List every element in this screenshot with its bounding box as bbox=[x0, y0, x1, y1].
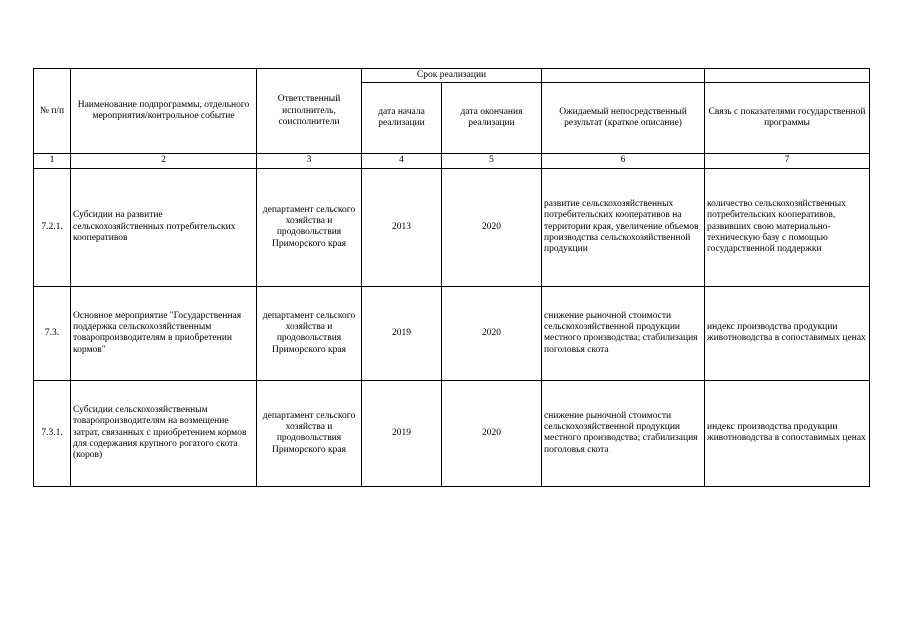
header-link: Связь с показателями государственной программы bbox=[705, 83, 870, 154]
row-num: 7.3.1. bbox=[34, 380, 71, 486]
column-number: 1 bbox=[34, 154, 71, 168]
row-num: 7.2.1. bbox=[34, 168, 71, 286]
column-number-row bbox=[34, 154, 870, 168]
row-name: Субсидии сельскохозяйственным товаропроизводителям на возмещение затрат, связанных с приобретением кормов для содержания крупного рогатого скота (коров) bbox=[71, 380, 257, 486]
header-end: дата окончания реализации bbox=[442, 83, 542, 154]
header-start: дата начала реализации bbox=[362, 83, 442, 154]
column-number: 4 bbox=[362, 154, 442, 168]
row-executor: департамент сельского хозяйства и продовольствия Приморского края bbox=[257, 380, 362, 486]
row-executor: департамент сельского хозяйства и продовольствия Приморского края bbox=[257, 168, 362, 286]
column-number: 3 bbox=[257, 154, 362, 168]
row-start: 2013 bbox=[362, 168, 442, 286]
header-period: Срок реализации bbox=[362, 69, 542, 83]
table-header-row-1 bbox=[34, 69, 870, 83]
table-row bbox=[34, 380, 870, 486]
row-name: Субсидии на развитие сельскохозяйственных потребительских кооперативов bbox=[71, 168, 257, 286]
header-result: Ожидаемый непосредственный результат (краткое описание) bbox=[542, 83, 705, 154]
row-start: 2019 bbox=[362, 380, 442, 486]
row-num: 7.3. bbox=[34, 286, 71, 380]
program-table bbox=[33, 68, 870, 487]
column-number: 6 bbox=[542, 154, 705, 168]
table-row bbox=[34, 168, 870, 286]
row-name: Основное мероприятие "Государственная поддержка сельскохозяйственным товаропроизводителям в приобретении кормов" bbox=[71, 286, 257, 380]
row-link: индекс производства продукции животноводства в сопоставимых ценах bbox=[705, 380, 870, 486]
header-executor: Ответственный исполнитель, соисполнители bbox=[257, 69, 362, 154]
row-result: снижение рыночной стоимости сельскохозяйственной продукции местного производства; стабилизация поголовья скота bbox=[542, 286, 705, 380]
header-link-top bbox=[705, 69, 870, 83]
row-end: 2020 bbox=[442, 286, 542, 380]
row-end: 2020 bbox=[442, 168, 542, 286]
row-executor: департамент сельского хозяйства и продовольствия Приморского края bbox=[257, 286, 362, 380]
row-end: 2020 bbox=[442, 380, 542, 486]
row-result: развитие сельскохозяйственных потребительских кооперативов на территории края, увеличение объемов производства сельскохозяйственной продукции bbox=[542, 168, 705, 286]
column-number: 5 bbox=[442, 154, 542, 168]
header-name: Наименование подпрограммы, отдельного мероприятия/контрольное событие bbox=[71, 69, 257, 154]
header-result-top bbox=[542, 69, 705, 83]
column-number: 2 bbox=[71, 154, 257, 168]
header-num: № п/п bbox=[34, 69, 71, 154]
column-number: 7 bbox=[705, 154, 870, 168]
row-link: количество сельскохозяйственных потребительских кооперативов, развивших свою материально-техническую базу с помощью государственной поддержки bbox=[705, 168, 870, 286]
row-link: индекс производства продукции животноводства в сопоставимых ценах bbox=[705, 286, 870, 380]
row-start: 2019 bbox=[362, 286, 442, 380]
table-row bbox=[34, 286, 870, 380]
row-result: снижение рыночной стоимости сельскохозяйственной продукции местного производства; стабилизация поголовья скота bbox=[542, 380, 705, 486]
